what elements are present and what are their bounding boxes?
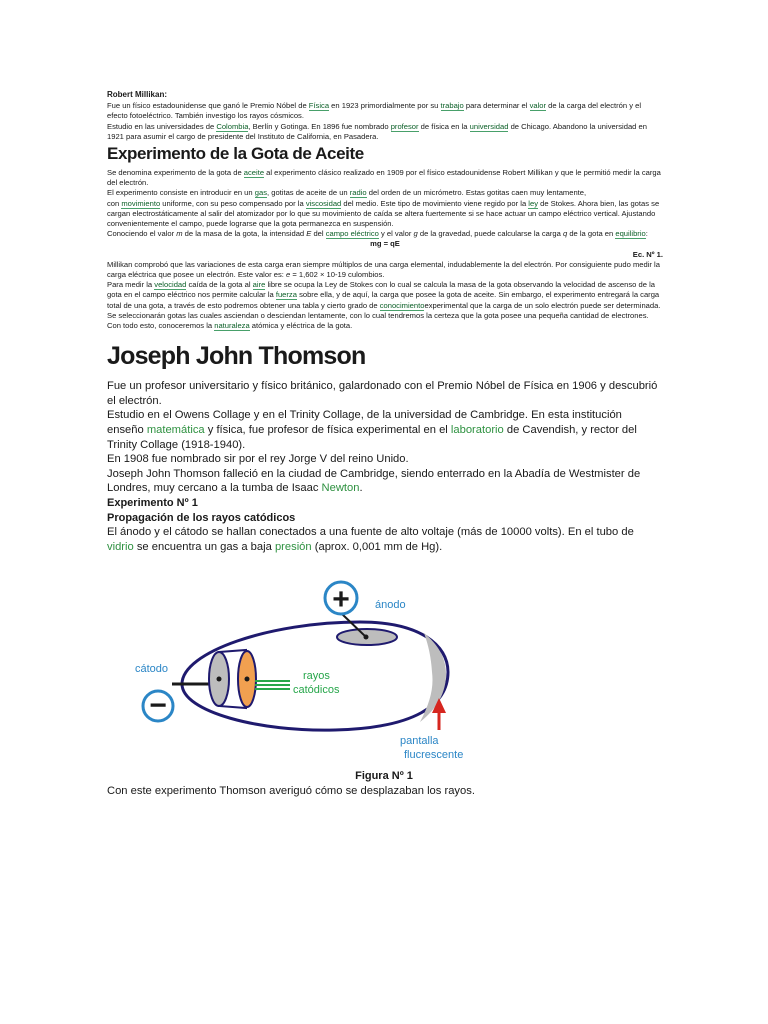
thomson-p1: Fue un profesor universitario y físico británico, galardonado con el Premio Nóbel de Física en 1906 y descubrió el electrón. xyxy=(107,380,658,407)
link-aceite[interactable]: aceite xyxy=(243,168,265,178)
oil-drop-p2: El experimento consiste en introducir en un gas, gotitas de aceite de un radio del orden de un micrómetro. Estas gotitas caen muy lentamente, xyxy=(107,188,587,198)
equation: mg = qE xyxy=(370,239,400,249)
thomson-p2: Estudio en el Owens Collage y en el Trinity Collage, de la universidad de Cambridge. En esta institución xyxy=(107,409,622,422)
minus-sign: − xyxy=(149,689,167,722)
oil-drop-title: Experimento de la Gota de Aceite xyxy=(107,144,364,164)
plus-sign: + xyxy=(332,583,350,616)
collimator-center-dot xyxy=(245,677,250,682)
oil-drop-p5: Millikan comprobó que las variaciones de esta carga eran siempre múltiplos de una carga elemental, indudablemente la del electrón. Por consiguiente pudo medir la carga eléctrica que posee un electrón. Este valor es: e = 1,602 × 10-19 culombios. xyxy=(107,259,660,280)
thomson-title: Joseph John Thomson xyxy=(107,342,366,371)
link-velocidad[interactable]: velocidad xyxy=(154,280,187,290)
link-campo-electrico[interactable]: campo eléctrico xyxy=(325,229,379,239)
closing-paragraph: Con este experimento Thomson averiguó cómo se desplazaban los rayos. xyxy=(107,785,475,797)
link-universidad[interactable]: universidad xyxy=(469,121,509,131)
label-cathode: cátodo xyxy=(135,663,169,675)
label-anode: ánodo xyxy=(375,599,406,611)
thomson-p6: El ánodo y el cátodo se hallan conectados a una fuente de alto voltaje (más de 10000 volts). En el tubo de vidrio se encuentra un gas a baja presión (aprox. 0,001 mm de Hg). xyxy=(107,526,634,553)
link-viscosidad[interactable]: viscosidad xyxy=(305,198,342,208)
link-colombia[interactable]: Colombia xyxy=(216,121,249,131)
thomson-section xyxy=(107,379,663,554)
experiment-heading: Experimento Nº 1 xyxy=(107,497,198,510)
link-equilibrio[interactable]: equilibrio xyxy=(615,229,646,239)
figure-caption: Figura Nº 1 xyxy=(355,770,413,782)
millikan-heading: Robert Millikan: xyxy=(107,90,168,99)
oil-drop-p6: Para medir la velocidad caída de la gota al aire libre se ocupa la Ley de Stokes con lo cual se calcula la masa de la gota observando la velocidad de ascenso de la gota en el campo eléctrico nos permite calcular la fuerza sobre ella, y de aquí, la carga que posee la gota de aceite. Sin embargo, el experimento entregará la carga total de una gota, a través de esto podremos obtener una tabla y cierto grado de conocimientoexperimental que la carga de un solo electrón puede ser determinada. Se seleccionarán gotas las cuales asciendan o desciendan lentamente, con lo cual tendremos la certeza que la gota posee una pequeña cantidad de electrones. Con todo esto, conoceremos la naturaleza atómica y eléctrica de la gota. xyxy=(107,280,661,331)
link-valor[interactable]: valor xyxy=(529,101,547,111)
thomson-p4: En 1908 fue nombrado sir por el rey Jorge V del reino Unido. xyxy=(107,453,409,466)
link-aire[interactable]: aire xyxy=(252,280,266,290)
link-naturaleza[interactable]: naturaleza xyxy=(214,321,250,331)
oil-drop-section xyxy=(107,168,663,331)
millikan-bio-1: Fue un físico estadounidense que ganó le Premio Nóbel de Física en 1923 primordialmente por su trabajo para determinar el valor de la carga del electrón y el efecto fotoeléctrico. También investigo los rayos cósmicos. xyxy=(107,101,642,121)
label-rays-1: rayos xyxy=(303,670,330,682)
document-page xyxy=(107,90,663,554)
link-movimiento[interactable]: movimiento xyxy=(121,198,161,208)
anode-terminal-dot xyxy=(364,635,369,640)
millikan-bio-2: Estudio en las universidades de Colombia, Berlín y Gotinga. En 1896 fue nombrado profesor de física en la universidad de Chicago. Abandono la universidad en 1921 para asumir el cargo de presidente del Instituto de California, en Pasadera. xyxy=(107,121,647,141)
link-radio[interactable]: radio xyxy=(349,188,367,198)
millikan-section xyxy=(107,90,663,142)
link-ley[interactable]: ley xyxy=(528,198,539,208)
oil-drop-p3: con movimiento uniforme, con su peso compensado por la viscosidad del medio. Este tipo de movimiento viene regido por la ley de Stokes. Ahora bien, las gotas se cargan electrostáticamente al salir del atomizador por lo que su movimiento de caída se altera fuertemente si se hace actuar un campo eléctrico vertical. Ajustando convenientemente el campo, puede lograrse que la gota permanezca en suspensión. xyxy=(107,198,660,229)
thomson-p3: enseño matemática y física, fue profesor de física experimental en el laboratorio de Cavendish, y rector del Trinity Collage (1918-1940). xyxy=(107,424,637,451)
link-vidrio[interactable]: vidrio xyxy=(107,540,134,553)
oil-drop-p4: Conociendo el valor m de la masa de la gota, la intensidad E del campo eléctrico y el valor g de la gravedad, puede calcularse la carga q de la gota en equilibrio: xyxy=(107,229,648,239)
link-profesor[interactable]: profesor xyxy=(390,121,419,131)
link-newton[interactable]: Newton xyxy=(321,482,360,495)
link-fuerza[interactable]: fuerza xyxy=(275,290,297,300)
label-screen-2: flucrescente xyxy=(404,749,464,761)
equation-number: Ec. Nº 1. xyxy=(632,249,663,259)
label-screen-1: pantalla xyxy=(400,735,439,747)
thomson-p5: Joseph John Thomson falleció en la ciudad de Cambridge, siendo enterrado en la Abadía de Westmister de Londres, muy cercano a la tumba de Isaac Newton. xyxy=(107,467,641,495)
link-presion[interactable]: presión xyxy=(274,540,312,553)
link-laboratorio[interactable]: laboratorio xyxy=(450,424,504,437)
link-matematica[interactable]: matemática xyxy=(146,424,205,437)
experiment-subheading: Propagación de los rayos catódicos xyxy=(107,511,296,524)
cathode-center-dot xyxy=(217,677,222,682)
label-rays-2: catódicos xyxy=(293,684,340,696)
link-gas[interactable]: gas xyxy=(254,188,267,198)
oil-drop-p1: Se denomina experimento de la gota de aceite al experimento clásico realizado en 1909 por el físico estadounidense Robert Millikan y que le permitió medir la carga del electrón. xyxy=(107,168,661,188)
link-trabajo[interactable]: trabajo xyxy=(440,101,464,111)
link-fisica[interactable]: Física xyxy=(308,101,330,111)
cathode-ray-tube-diagram xyxy=(128,568,480,764)
link-conocimiento[interactable]: conocimiento xyxy=(379,300,425,310)
